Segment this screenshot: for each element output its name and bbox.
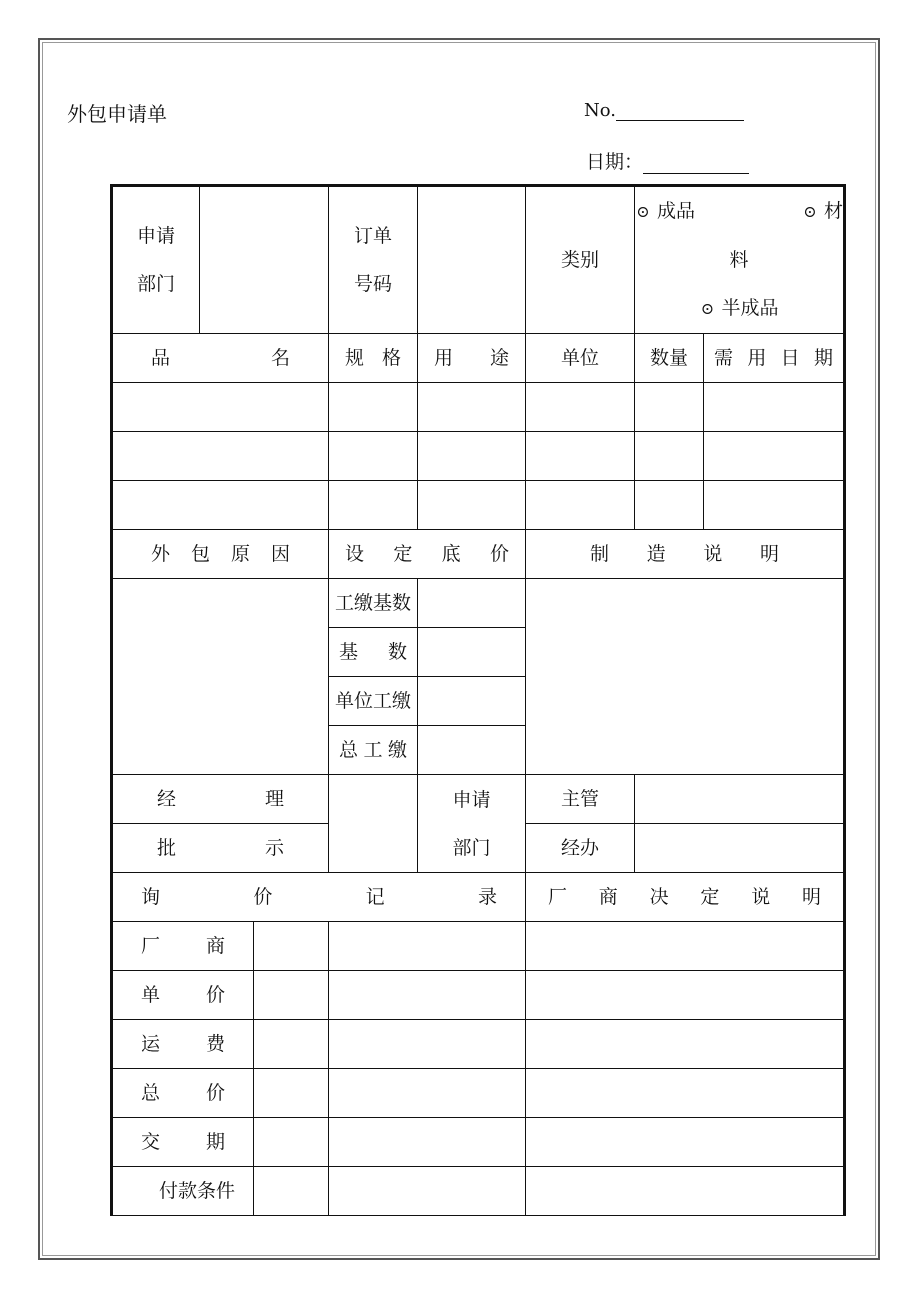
mfg-note-c: 说 xyxy=(703,543,723,565)
mfg-note-b: 造 xyxy=(646,543,666,565)
dept-field[interactable] xyxy=(200,186,329,334)
quote-label xyxy=(112,922,254,971)
section2-header-row xyxy=(112,530,845,579)
base-price-d: 价 xyxy=(489,543,509,565)
radio-icon: ⊙ xyxy=(636,202,650,221)
item-unit-cell[interactable] xyxy=(526,383,635,432)
item-row xyxy=(112,383,845,432)
decision-cell[interactable] xyxy=(526,1020,845,1069)
item-date-cell[interactable] xyxy=(704,383,845,432)
quote-label xyxy=(112,1020,254,1069)
quote-title-d: 录 xyxy=(477,886,497,908)
col-product-name-b: 名 xyxy=(270,347,290,369)
col-usage-b: 途 xyxy=(489,347,509,369)
category-label: 类别 xyxy=(526,186,635,334)
option-material-label-a: 材 xyxy=(823,200,843,222)
form-date xyxy=(586,147,749,174)
quote-title xyxy=(112,873,526,922)
decision-title xyxy=(526,873,845,922)
price-value[interactable] xyxy=(418,677,526,726)
order-field[interactable] xyxy=(418,186,526,334)
price-label-b: 工 xyxy=(363,739,383,761)
col-usage-a: 用 xyxy=(434,347,454,369)
decision-cell[interactable] xyxy=(526,1167,845,1216)
approve-b: 示 xyxy=(264,837,284,859)
item-date-cell[interactable] xyxy=(704,432,845,481)
item-qty-cell[interactable] xyxy=(635,432,704,481)
price-label-a: 总 xyxy=(339,739,359,761)
form-number xyxy=(584,100,744,121)
quote-cell[interactable] xyxy=(329,1069,526,1118)
option-finished-label: 成品 xyxy=(657,200,696,222)
item-date-cell[interactable] xyxy=(704,481,845,530)
reason-b: 包 xyxy=(190,543,210,565)
price-label xyxy=(329,726,418,775)
price-label: 单位工缴 xyxy=(329,677,418,726)
item-usage-cell[interactable] xyxy=(418,432,526,481)
radio-icon: ⊙ xyxy=(803,202,817,221)
quote-row xyxy=(112,1020,845,1069)
decision-c: 决 xyxy=(649,886,669,908)
col-need-date-c: 日 xyxy=(780,347,800,369)
approval-dept-line2: 部门 xyxy=(452,836,491,859)
category-options xyxy=(635,186,845,334)
col-usage xyxy=(418,334,526,383)
item-qty-cell[interactable] xyxy=(635,481,704,530)
quote-label-b: 期 xyxy=(205,1131,225,1153)
form-title: 外包申请单 xyxy=(67,102,167,126)
manager-label xyxy=(112,775,329,824)
quote-label-b: 价 xyxy=(205,984,225,1006)
item-usage-cell[interactable] xyxy=(418,481,526,530)
quote-label xyxy=(112,971,254,1020)
reason-header xyxy=(112,530,329,579)
quote-title-c: 记 xyxy=(365,886,385,908)
price-row xyxy=(112,579,845,628)
decision-d: 定 xyxy=(700,886,720,908)
col-need-date xyxy=(704,334,845,383)
quote-row xyxy=(112,922,845,971)
price-value[interactable] xyxy=(418,579,526,628)
item-spec-cell[interactable] xyxy=(329,383,418,432)
col-spec-b: 格 xyxy=(381,347,401,369)
item-row xyxy=(112,481,845,530)
quote-label-a: 交 xyxy=(141,1131,161,1153)
col-need-date-d: 期 xyxy=(813,347,833,369)
quote-label-a: 厂 xyxy=(141,935,161,957)
quote-cell[interactable] xyxy=(254,1118,329,1167)
items-header-row xyxy=(112,334,845,383)
col-need-date-a: 需 xyxy=(714,347,734,369)
handler-label: 经办 xyxy=(526,824,635,873)
base-price-c: 底 xyxy=(441,543,461,565)
option-semi-label: 半成品 xyxy=(721,297,779,319)
quote-row xyxy=(112,1167,845,1216)
item-qty-cell[interactable] xyxy=(635,383,704,432)
dept-label-line2: 部门 xyxy=(136,273,175,295)
price-value[interactable] xyxy=(418,726,526,775)
item-name-cell[interactable] xyxy=(112,481,329,530)
quote-cell[interactable] xyxy=(254,1167,329,1216)
item-usage-cell[interactable] xyxy=(418,383,526,432)
approval-dept-label xyxy=(418,775,526,873)
dept-label-line1: 申请 xyxy=(136,225,175,247)
manager-approval-field[interactable] xyxy=(329,775,418,873)
manager-b: 理 xyxy=(264,788,284,810)
quote-row xyxy=(112,1118,845,1167)
mfg-note-a: 制 xyxy=(590,543,610,565)
reason-d: 因 xyxy=(270,543,290,565)
quote-title-a: 询 xyxy=(141,886,161,908)
mfg-note-d: 明 xyxy=(759,543,779,565)
quote-row xyxy=(112,971,845,1020)
option-material[interactable] xyxy=(802,187,843,236)
order-label-line1: 订单 xyxy=(353,225,392,247)
order-label xyxy=(329,186,418,334)
info-row xyxy=(112,186,845,334)
option-semi[interactable] xyxy=(635,284,843,333)
quote-label-a: 单 xyxy=(141,984,161,1006)
order-label-line2: 号码 xyxy=(353,273,392,295)
item-unit-cell[interactable] xyxy=(526,481,635,530)
decision-a: 厂 xyxy=(548,886,568,908)
approval-row xyxy=(112,775,845,824)
approval-dept-line1: 申请 xyxy=(452,788,491,811)
quote-cell[interactable] xyxy=(329,1020,526,1069)
approve-label xyxy=(112,824,329,873)
quote-cell[interactable] xyxy=(254,1020,329,1069)
col-product-name-a: 品 xyxy=(151,347,171,369)
item-name-cell[interactable] xyxy=(112,383,329,432)
decision-f: 明 xyxy=(801,886,821,908)
form-date-field[interactable] xyxy=(643,153,749,174)
col-spec-a: 规 xyxy=(345,347,365,369)
price-label-a: 基 xyxy=(339,641,359,663)
item-row xyxy=(112,432,845,481)
manager-a: 经 xyxy=(157,788,177,810)
form-date-label: 日期： xyxy=(586,151,644,173)
quote-cell[interactable] xyxy=(254,971,329,1020)
decision-e: 说 xyxy=(751,886,771,908)
reason-c: 原 xyxy=(230,543,250,565)
mfg-note-field[interactable] xyxy=(526,579,845,775)
quote-cell[interactable] xyxy=(329,1167,526,1216)
quote-header-row xyxy=(112,873,845,922)
handler-field[interactable] xyxy=(635,824,845,873)
col-product-name xyxy=(112,334,329,383)
base-price-header xyxy=(329,530,526,579)
decision-b: 商 xyxy=(598,886,618,908)
col-qty: 数量 xyxy=(635,334,704,383)
quote-label-b: 商 xyxy=(205,935,225,957)
col-unit: 单位 xyxy=(526,334,635,383)
col-spec xyxy=(329,334,418,383)
quote-label-a: 运 xyxy=(141,1033,161,1055)
base-price-b: 定 xyxy=(393,543,413,565)
mfg-note-header xyxy=(526,530,845,579)
outsourcing-form-table xyxy=(110,184,846,1216)
quote-label: 付款条件 xyxy=(112,1167,254,1216)
quote-cell[interactable] xyxy=(329,971,526,1020)
col-need-date-b: 用 xyxy=(747,347,767,369)
category-line1 xyxy=(635,187,843,236)
decision-cell[interactable] xyxy=(526,1118,845,1167)
reason-a: 外 xyxy=(151,543,171,565)
quote-cell[interactable] xyxy=(254,1069,329,1118)
quote-label-a: 总 xyxy=(141,1082,161,1104)
price-label: 工缴基数 xyxy=(329,579,418,628)
quote-row xyxy=(112,1069,845,1118)
item-spec-cell[interactable] xyxy=(329,481,418,530)
price-label-c: 缴 xyxy=(387,739,407,761)
quote-cell[interactable] xyxy=(329,1118,526,1167)
quote-title-b: 价 xyxy=(253,886,273,908)
base-price-a: 设 xyxy=(345,543,365,565)
price-label-b: 数 xyxy=(387,641,407,663)
radio-icon: ⊙ xyxy=(700,299,715,318)
approve-a: 批 xyxy=(157,837,177,859)
reason-field[interactable] xyxy=(112,579,329,775)
quote-cell[interactable] xyxy=(254,922,329,971)
decision-cell[interactable] xyxy=(526,922,845,971)
decision-cell[interactable] xyxy=(526,1069,845,1118)
form-number-field[interactable] xyxy=(616,100,744,121)
quote-label-b: 费 xyxy=(205,1033,225,1055)
price-label xyxy=(329,628,418,677)
item-spec-cell[interactable] xyxy=(329,432,418,481)
quote-label xyxy=(112,1118,254,1167)
quote-label-b: 价 xyxy=(205,1082,225,1104)
item-unit-cell[interactable] xyxy=(526,432,635,481)
form-number-label: No. xyxy=(584,100,616,121)
supervisor-field[interactable] xyxy=(635,775,845,824)
decision-cell[interactable] xyxy=(526,971,845,1020)
quote-label xyxy=(112,1069,254,1118)
quote-cell[interactable] xyxy=(329,922,526,971)
dept-label xyxy=(112,186,200,334)
supervisor-label: 主管 xyxy=(526,775,635,824)
price-value[interactable] xyxy=(418,628,526,677)
item-name-cell[interactable] xyxy=(112,432,329,481)
category-line2: 料 xyxy=(729,249,749,271)
option-finished[interactable] xyxy=(635,187,695,236)
